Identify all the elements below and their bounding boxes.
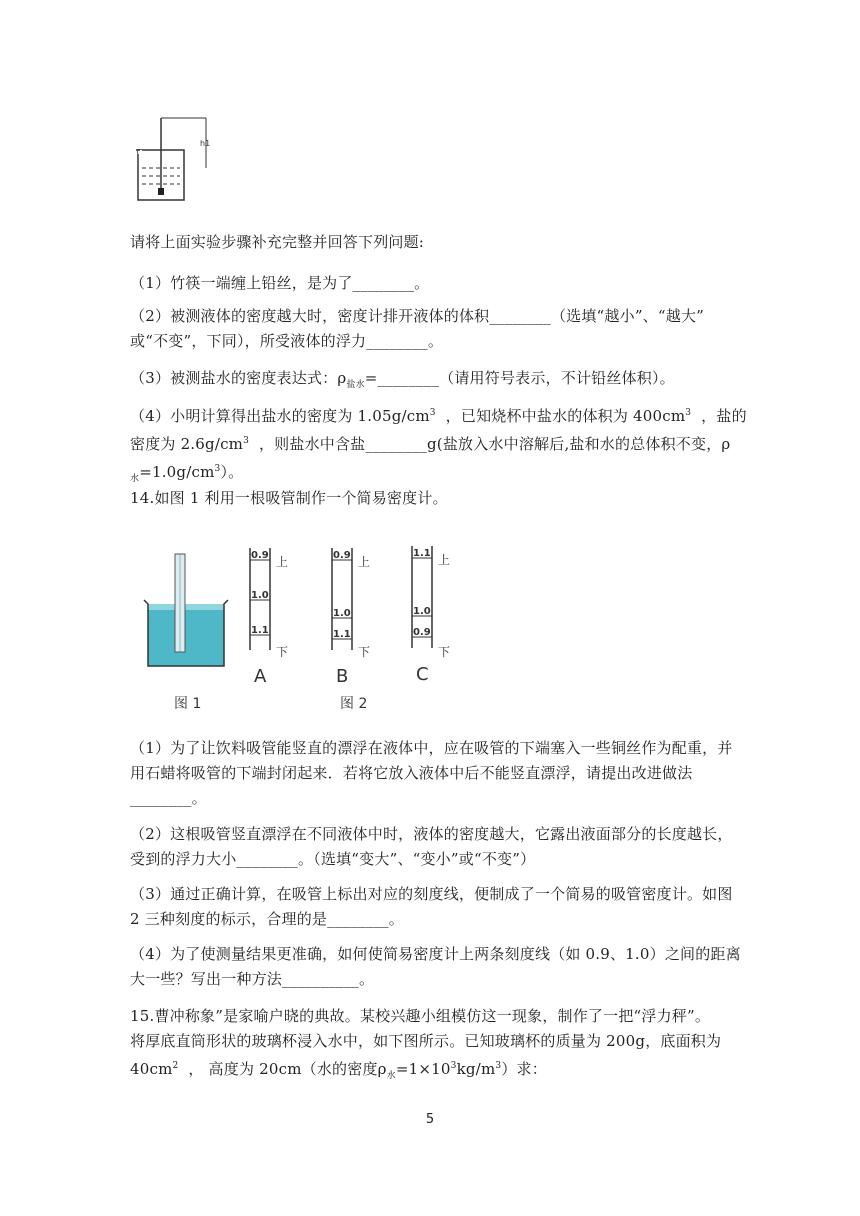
straw-beaker-figure — [144, 554, 228, 666]
figure2-caption: 图 2 — [340, 696, 368, 712]
q14-part2: （2）这根吸管竖直漂浮在不同液体中时，液体的密度越大，它露出液面部分的长度越长， 受到的浮力大小________。（选填“变大”、“变小”或“不变”） — [130, 825, 733, 868]
scale-c-tick-1: 1.1 — [413, 548, 431, 559]
scale-c-tick-3: 0.9 — [413, 627, 431, 638]
page-number: 5 — [425, 1112, 435, 1127]
scale-c-tick-2: 1.0 — [413, 606, 431, 617]
scale-a — [250, 548, 288, 687]
scale-a-tick-1: 0.9 — [251, 550, 269, 561]
scale-a-down: 下 — [276, 645, 289, 659]
scale-c-letter: C — [416, 664, 429, 685]
scale-a-up: 上 — [276, 555, 289, 569]
scale-b-tick-1: 0.9 — [333, 550, 351, 561]
intro-text: 请将上面实验步骤补充完整并回答下列问题: — [130, 233, 425, 251]
scale-c — [412, 546, 450, 685]
densimeter-beaker-figure — [128, 110, 218, 205]
scale-c-up: 上 — [438, 553, 451, 567]
scale-b-down: 下 — [358, 645, 371, 659]
scale-b-tick-2: 1.0 — [333, 608, 351, 619]
q14-part4: （4）为了使测量结果更准确，如何使简易密度计上两条刻度线（如 0.9、1.0）之间的距离 大一些？写出一种方法__________。 — [130, 945, 741, 988]
h1-label: h1 — [200, 139, 211, 148]
scale-b-up: 上 — [358, 555, 371, 569]
q14-part3: （3）通过正确计算，在吸管上标出对应的刻度线，便制成了一个简易的吸管密度计。如图 2 三种刻度的标示，合理的是________。 — [130, 885, 733, 928]
figure1-caption: 图 1 — [174, 696, 202, 712]
q13-part4: （4）小明计算得出盐水的密度为 $1.05g/cm^3$ ，已知烧杯中盐水的体积为 $400cm^3$ ，盐的 密度为 $2.6g/cm^3$ ，则盐水中含盐________g(盐放入水中溶解后,盐和水的总体积不变，ρ $_水=1.0g/cm^3$）。 — [130, 407, 747, 484]
q14-title: 14.如图 1 利用一根吸管制作一个简易密度计。 — [130, 489, 448, 507]
q13-part1: （1）竹筷一端缠上铅丝，是为了________。 — [130, 274, 430, 292]
scale-a-letter: A — [254, 666, 267, 687]
q13-part3: （3）被测盐水的密度表达式：$\rho_{盐水}=\_\_\_\_\_\_\_\_$（请用符号表示，不计铅丝体积）。 — [130, 369, 675, 390]
scale-a-tick-3: 1.1 — [251, 625, 269, 636]
scale-c-down: 下 — [438, 645, 451, 659]
q13-part2: （2）被测液体的密度越大时，密度计排开液体的体积________（选填“越小”、“越大” 或“不变”，下同），所受液体的浮力________。 — [130, 307, 705, 350]
straw-densimeter-figures — [140, 538, 480, 718]
scale-b-letter: B — [336, 666, 349, 687]
q14-part1: （1）为了让饮料吸管能竖直的漂浮在液体中，应在吸管的下端塞入一些铜丝作为配重，并 用石蜡将吸管的下端封闭起来．若将它放入液体中后不能竖直漂浮，请提出改进做法 ________。 — [130, 739, 733, 807]
scale-b — [332, 548, 370, 687]
q15-text: 15.曹冲称象”是家喻户晓的典故。某校兴趣小组模仿这一现象，制作了一把“浮力秤”。 将厚底直筒形状的玻璃杯浸入水中，如下图所示。已知玻璃杯的质量为 200g，底面积为 $40cm^2$ ， 高度为 20cm（水的密度$\rho_水=1\times 10^3kg/m^3$）求： — [130, 1007, 722, 1081]
scale-b-tick-3: 1.1 — [333, 629, 351, 640]
scale-a-tick-2: 1.0 — [251, 590, 269, 601]
